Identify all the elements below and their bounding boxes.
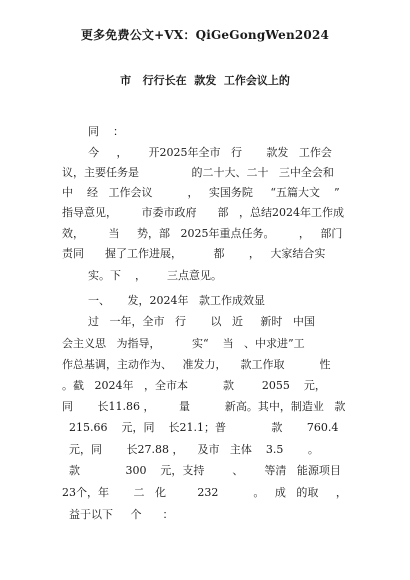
body-line: 益于以下 个 ：: [62, 508, 174, 521]
body-line: 会主义思 为指导， 实“ 当 、中求进”工: [62, 337, 305, 350]
body-line: 中 经 工作会议 ， 实国务院 “五篇大文 ”: [62, 186, 340, 199]
body-line: 指导意见， 市委市政府 部 ，总结2024年工作成: [62, 206, 344, 219]
body-line: 今 ， 开2025年全市 行 款发 工作会: [88, 146, 332, 159]
body-line: 215.66 元，同 长21.1；普 款 760.4: [62, 421, 339, 434]
body-line: 过 一年，全市 行 以 近 新时 中国: [88, 315, 315, 328]
body-line: 议，主要任务是 的二十大、二十 三中全会和: [62, 166, 334, 179]
document-title: 市 行行长在 款发 工作会议上的: [120, 74, 290, 87]
body-line: 作总基调，主动作为、 准发力， 款工作取 性: [62, 358, 331, 371]
body-line: 实。下 ， 三点意见。: [88, 269, 222, 282]
section-heading: 一、 发，2024年 款工作成效显: [88, 294, 265, 307]
body-line: 款 300 元，支持 、 等清 能源项目: [62, 464, 341, 477]
body-line: 效， 当 势，部 2025年重点任务。 ， 部门: [62, 227, 343, 240]
body-line: 责同 握了工作进展， 都 ， 大家结合实: [62, 247, 326, 260]
body-line: 。截 2024年 ，全市本 款 2055 元，: [62, 379, 326, 392]
body-line: 23个，年 二 化 232 。 成 的取 ，: [62, 486, 347, 499]
promo-header: 更多免费公文+VX：QiGeGongWen2024: [80, 28, 330, 42]
body-line: 同 长11.86 ， 量 新高。其中，制造业 款: [62, 400, 346, 413]
body-line: 元，同 长27.88 ， 及市 主体 3.5 。: [62, 443, 319, 456]
salutation-line: 同 ：: [88, 125, 124, 138]
